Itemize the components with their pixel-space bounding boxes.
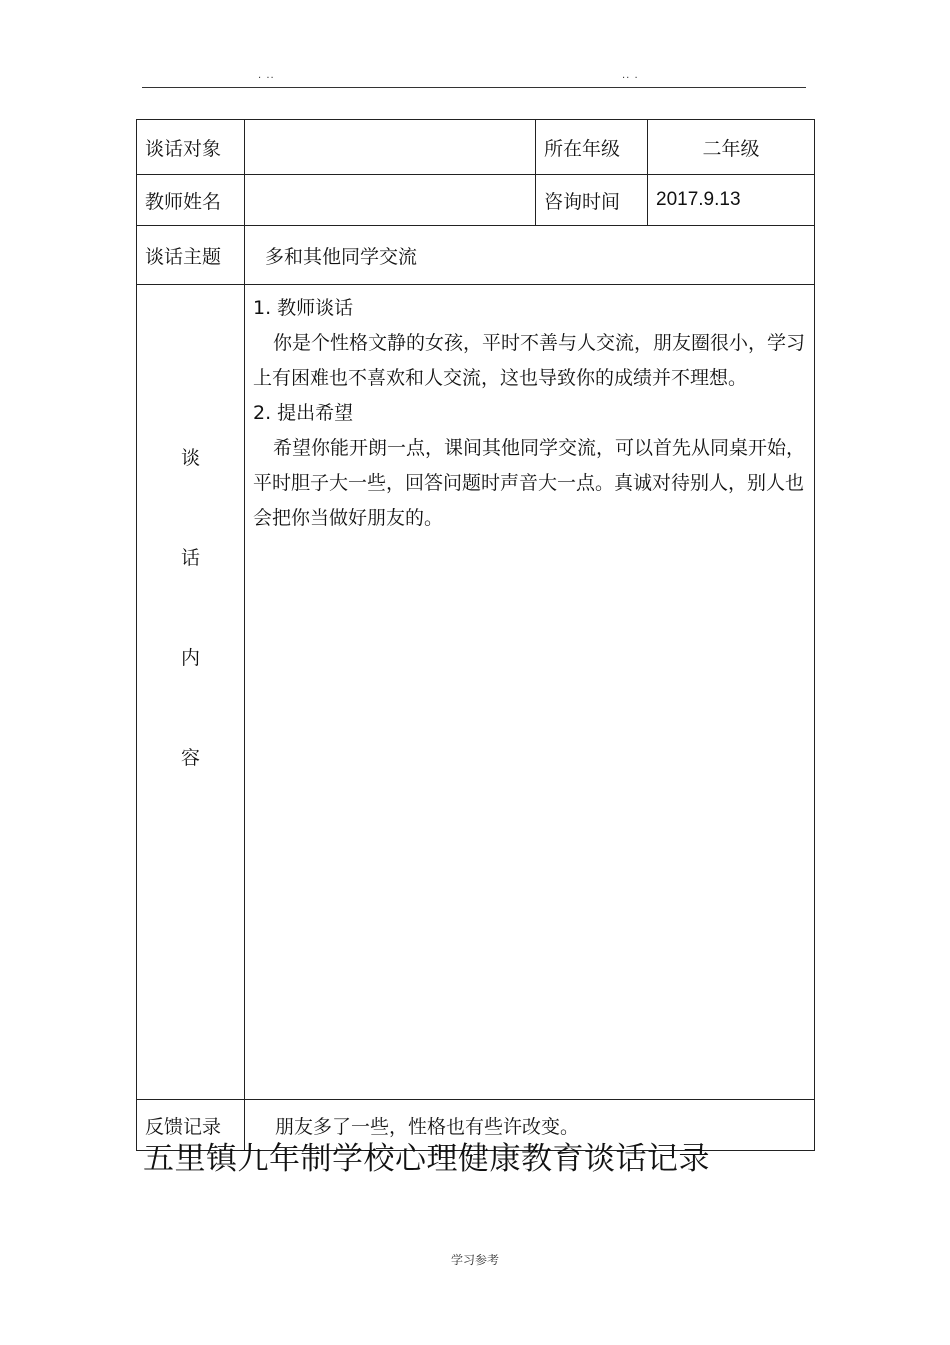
grade-value: 二年级 xyxy=(648,120,815,175)
footer-text: 学习参考 xyxy=(450,1253,499,1267)
content-label-char: 容 xyxy=(180,747,200,769)
topic-label: 谈话主题 xyxy=(137,226,245,285)
teacher-label: 教师姓名 xyxy=(137,175,245,226)
header-rule xyxy=(142,87,806,88)
header-dots-left: . .. xyxy=(258,70,275,81)
document-title: 五里镇九年制学校心理健康教育谈话记录 xyxy=(143,1141,710,1177)
content-body xyxy=(245,285,815,1100)
talk-record-table xyxy=(136,119,815,1151)
section2-text: 希望你能开朗一点，课间其他同学交流，可以首先从同桌开始，平时胆子大一些，回答问题时声音大一点。真诚对待别人，别人也会把你当做好朋友的。 xyxy=(253,437,806,529)
table-row xyxy=(137,285,815,1100)
table-row xyxy=(137,175,815,226)
student-value xyxy=(245,120,536,175)
topic-value: 多和其他同学交流 xyxy=(245,226,815,285)
consult-time-value: 2017.9.13 xyxy=(648,175,815,226)
section1-title: 1. 教师谈话 xyxy=(253,297,354,319)
teacher-value xyxy=(245,175,536,226)
consult-time-label: 咨询时间 xyxy=(536,175,648,226)
table-row xyxy=(137,226,815,285)
student-label: 谈话对象 xyxy=(137,120,245,175)
header-dots-right: .. . xyxy=(622,70,639,81)
content-label xyxy=(137,285,245,1100)
table-row xyxy=(137,120,815,175)
section1-text: 你是个性格文静的女孩，平时不善与人交流，朋友圈很小，学习上有困难也不喜欢和人交流，这也导致你的成绩并不理想。 xyxy=(253,332,806,389)
content-label-char: 内 xyxy=(180,647,200,669)
section2-title: 2. 提出希望 xyxy=(253,402,354,424)
feedback-value: 朋友多了一些，性格也有些许改变。 xyxy=(245,1100,815,1151)
grade-label: 所在年级 xyxy=(536,120,648,175)
content-label-char: 谈 xyxy=(180,447,200,469)
feedback-label: 反馈记录 xyxy=(137,1100,245,1151)
content-label-char: 话 xyxy=(180,547,200,569)
